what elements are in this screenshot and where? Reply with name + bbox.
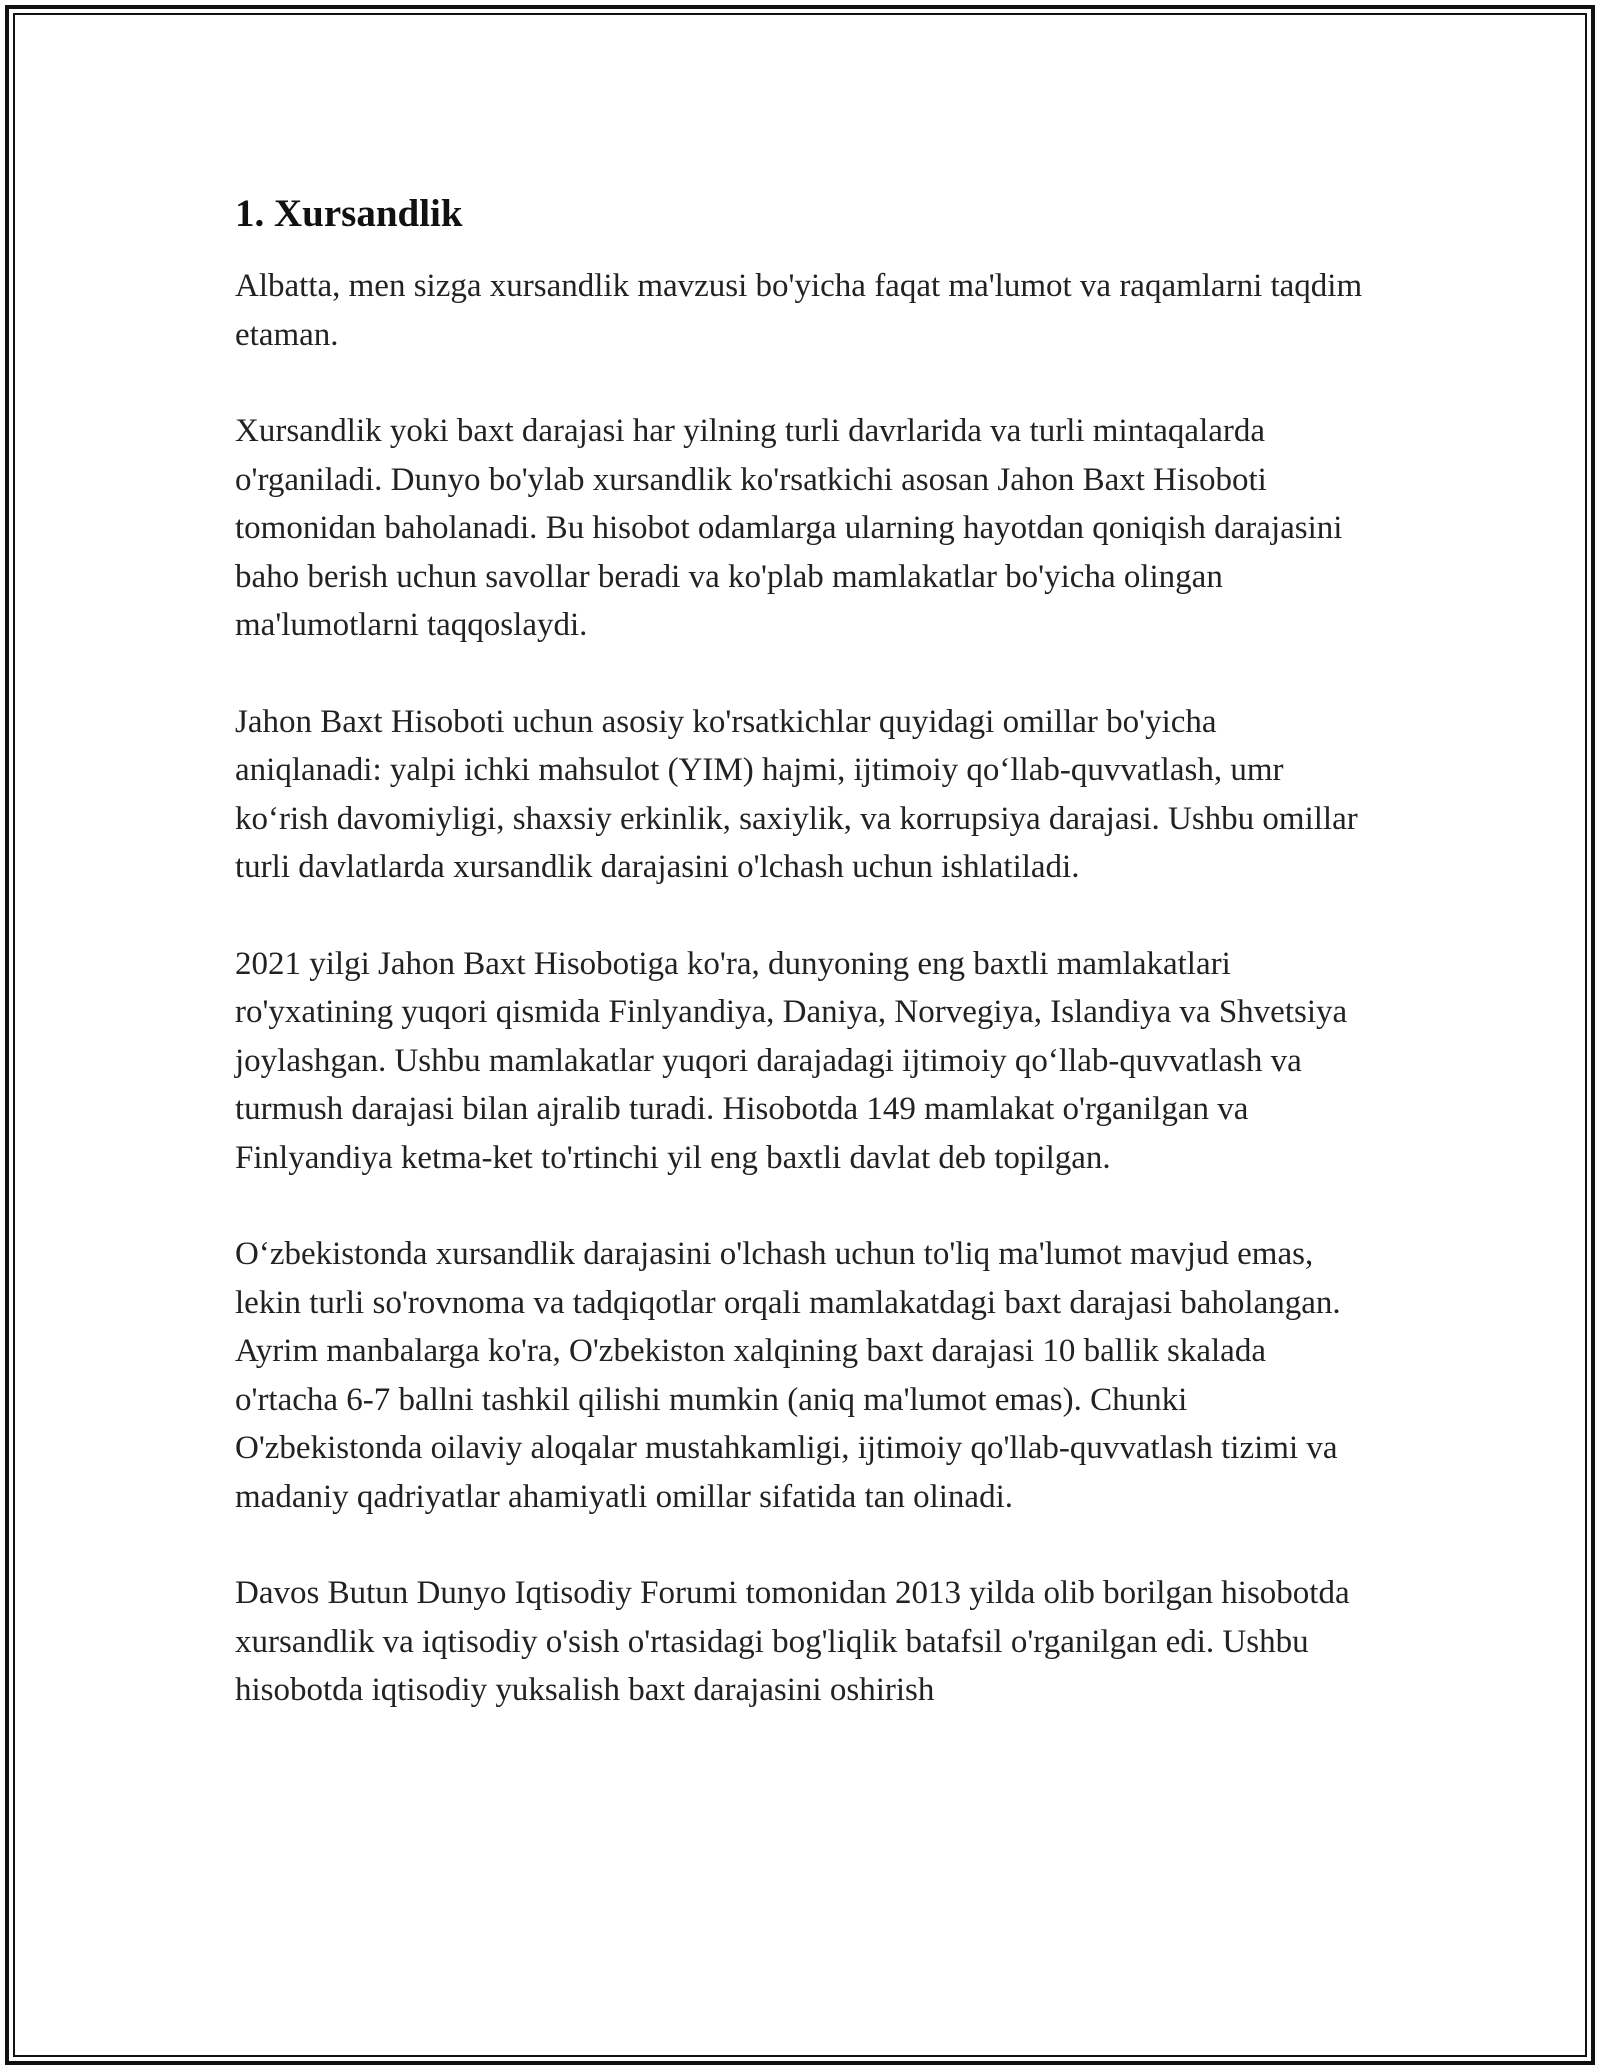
section-heading: 1. Xursandlik	[235, 192, 463, 235]
paragraph-uzbekistan: O‘zbekistonda xursandlik darajasini o'lchash uchun to'liq ma'lumot mavjud emas, lekin turli so'rovnoma va tadqiqotlar orqali mamlakatdagi baxt darajasi baholangan. Ayrim manbalarga ko'ra, O'zbekiston xalqining baxt darajasi 10 ballik skalada o'rtacha 6-7 ballni tashkil qilishi mumkin (aniq ma'lumot emas). Chunki O'zbekistonda oilaviy aloqalar mustahkamligi, ijtimoiy qo'llab-quvvatlash tizimi va madaniy qadriyatlar ahamiyatli omillar sifatida tan olinadi.	[235, 1236, 1341, 1515]
paragraph-indicators: Jahon Baxt Hisoboti uchun asosiy ko'rsatkichlar quyidagi omillar bo'yicha aniqlanadi: yalpi ichki mahsulot (YIM) hajmi, ijtimoiy qo‘llab-quvvatlash, umr ko‘rish davomiyligi, shaxsiy erkinlik, saxiylik, va korrupsiya darajasi. Ushbu omillar turli davlatlarda xursandlik darajasini o'lchash uchun ishlatiladi.	[235, 703, 1358, 885]
paragraph-2021-report: 2021 yilgi Jahon Baxt Hisobotiga ko'ra, dunyoning eng baxtli mamlakatlari ro'yxatining yuqori qismida Finlyandiya, Daniya, Norvegiya, Islandiya va Shvetsiya joylashgan. Ushbu mamlakatlar yuqori darajadagi ijtimoiy qo‘llab-quvvatlash va turmush darajasi bilan ajralib turadi. Hisobotda 149 mamlakat o'rganilgan va Finlyandiya ketma-ket to'rtinchi yil eng baxtli davlat deb topilgan.	[235, 945, 1348, 1176]
paragraph-intro: Albatta, men sizga xursandlik mavzusi bo'yicha faqat ma'lumot va raqamlarni taqdim etaman.	[235, 268, 1363, 353]
document-body	[235, 188, 1370, 1763]
paragraph-happiness-levels: Xursandlik yoki baxt darajasi har yilning turli davrlarida va turli mintaqalarda o'rganiladi. Dunyo bo'ylab xursandlik ko'rsatkichi asosan Jahon Baxt Hisoboti tomonidan baholanadi. Bu hisobot odamlarga ularning hayotdan qoniqish darajasini baho berish uchun savollar beradi va ko'plab mamlakatlar bo'yicha olingan ma'lumotlarni taqqoslaydi.	[235, 413, 1343, 643]
paragraph-davos-forum: Davos Butun Dunyo Iqtisodiy Forumi tomonidan 2013 yilda olib borilgan hisobotda xursandlik va iqtisodiy o'sish o'rtasidagi bog'liqlik batafsil o'rganilgan edi. Ushbu hisobotda iqtisodiy yuksalish baxt darajasini oshirish	[235, 1575, 1350, 1708]
